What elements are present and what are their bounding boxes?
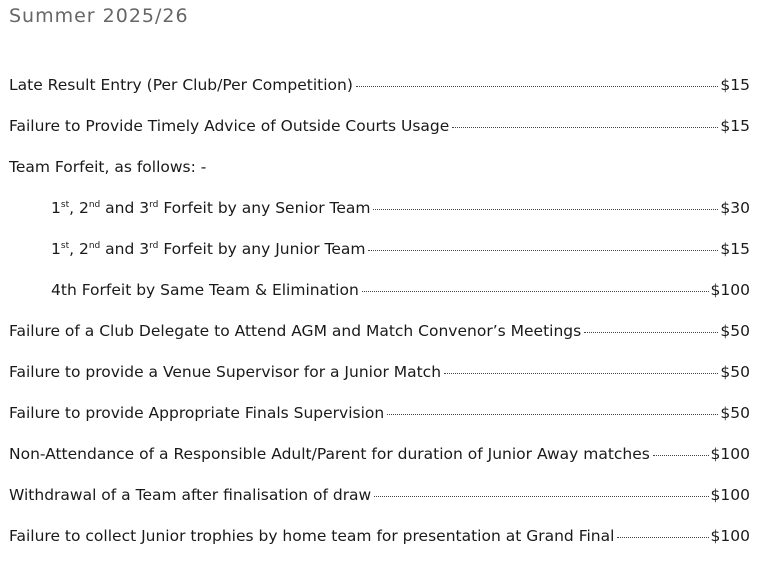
label-text: Failure of a Club Delegate to Attend AGM and Match Convenor’s Meetings — [9, 322, 582, 340]
ordinal-suffix: st — [60, 241, 70, 251]
label-text: Withdrawal of a Team after finalisation of draw — [9, 486, 372, 504]
fee-row — [9, 322, 750, 363]
label-text: 1 — [51, 240, 61, 258]
fee-amount: $50 — [720, 322, 750, 340]
dot-leader — [584, 332, 718, 333]
label-text: Failure to collect Junior trophies by home team for presentation at Grand Final — [9, 527, 615, 545]
fee-row — [9, 240, 750, 281]
dot-leader — [374, 496, 708, 497]
label-text: Late Result Entry (Per Club/Per Competition) — [9, 76, 353, 94]
fee-row — [9, 363, 750, 404]
dot-leader — [356, 86, 719, 87]
ordinal-suffix: st — [60, 200, 70, 210]
fee-row — [9, 158, 750, 199]
fee-amount: $100 — [710, 281, 750, 299]
label-text: Forfeit by any Senior Team — [158, 199, 371, 217]
fee-amount: $50 — [720, 404, 750, 422]
fee-list — [9, 76, 750, 568]
fee-amount: $15 — [720, 76, 750, 94]
fee-amount: $30 — [720, 199, 750, 217]
dot-leader — [452, 127, 718, 128]
label-text: Failure to provide Appropriate Finals Supervision — [9, 404, 385, 422]
fee-label — [9, 158, 206, 176]
fee-label — [9, 322, 581, 340]
fee-label — [9, 527, 614, 545]
dot-leader — [387, 414, 718, 415]
fee-row — [9, 445, 750, 486]
label-text: 4th Forfeit by Same Team & Elimination — [51, 281, 359, 299]
fee-row — [9, 281, 750, 322]
fee-label — [51, 240, 365, 258]
fee-label — [9, 486, 371, 504]
label-text: , 2 — [69, 199, 89, 217]
dot-leader — [362, 291, 709, 292]
label-text: , 2 — [69, 240, 89, 258]
dot-leader — [444, 373, 718, 374]
fee-row — [9, 76, 750, 117]
fee-label — [9, 363, 441, 381]
ordinal-suffix: rd — [149, 200, 159, 210]
page-heading: Summer 2025/26 — [9, 5, 189, 27]
fee-label — [9, 117, 449, 135]
dot-leader — [653, 455, 709, 456]
fee-label — [9, 404, 384, 422]
ordinal-suffix: nd — [88, 241, 101, 251]
fee-amount: $15 — [720, 240, 750, 258]
ordinal-suffix: nd — [88, 200, 101, 210]
fee-amount: $100 — [710, 445, 750, 463]
ordinal-suffix: rd — [149, 241, 159, 251]
label-text: 1 — [51, 199, 61, 217]
label-text: Non-Attendance of a Responsible Adult/Parent for duration of Junior Away matches — [9, 445, 650, 463]
fee-label — [51, 281, 359, 299]
fee-row — [9, 527, 750, 568]
dot-leader — [617, 537, 708, 538]
fee-row — [9, 404, 750, 445]
label-text: Team Forfeit, as follows: - — [9, 158, 207, 176]
fee-label — [9, 445, 650, 463]
fee-label — [51, 199, 370, 217]
fee-amount: $50 — [720, 363, 750, 381]
label-text: Failure to provide a Venue Supervisor for a Junior Match — [9, 363, 442, 381]
fee-amount: $15 — [720, 117, 750, 135]
fee-label — [9, 76, 353, 94]
label-text: and 3 — [100, 240, 150, 258]
label-text: Forfeit by any Junior Team — [158, 240, 366, 258]
dot-leader — [373, 209, 718, 210]
fee-row — [9, 486, 750, 527]
label-text: Failure to Provide Timely Advice of Outside Courts Usage — [9, 117, 450, 135]
fee-amount: $100 — [710, 527, 750, 545]
fee-row — [9, 117, 750, 158]
fee-amount: $100 — [710, 486, 750, 504]
dot-leader — [368, 250, 718, 251]
fee-row — [9, 199, 750, 240]
label-text: and 3 — [100, 199, 150, 217]
